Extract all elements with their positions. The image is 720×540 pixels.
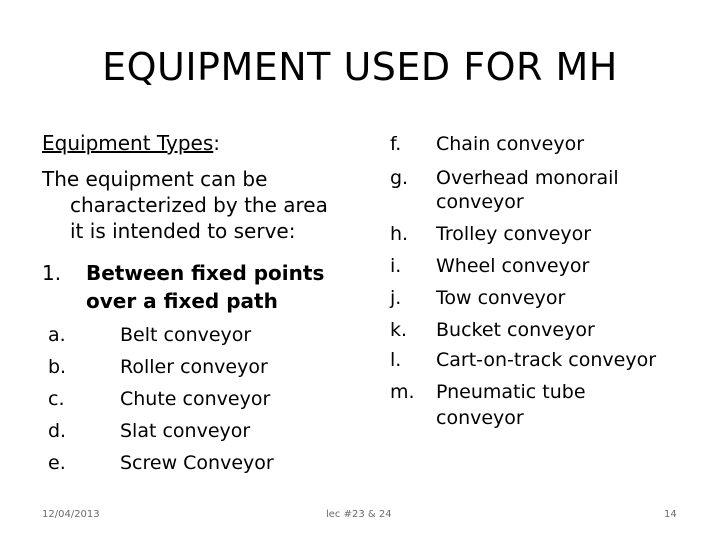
list-item-text: Pneumatic tube bbox=[436, 381, 586, 403]
intro-line-3: it is intended to serve: bbox=[70, 219, 296, 243]
heading-line bbox=[42, 130, 220, 156]
list-item-text: Chain conveyor bbox=[436, 133, 585, 155]
list-item-text: Cart-on-track conveyor bbox=[436, 349, 657, 371]
list-letter: h. bbox=[390, 223, 409, 245]
item-1-line-2: over a fixed path bbox=[86, 289, 278, 313]
subitem-text: Slat conveyor bbox=[120, 420, 251, 442]
subitem-letter: c. bbox=[48, 388, 65, 410]
equipment-types-heading: Equipment Types bbox=[42, 131, 214, 155]
subitem-text: Roller conveyor bbox=[120, 356, 268, 378]
footer-lecture: lec #23 & 24 bbox=[326, 509, 392, 520]
subitem-text: Screw Conveyor bbox=[120, 452, 274, 474]
list-item-text: Bucket conveyor bbox=[436, 319, 595, 341]
list-item-text: Overhead monorail bbox=[436, 167, 619, 189]
slide-title: EQUIPMENT USED FOR MH bbox=[102, 45, 618, 89]
subitem-text: Chute conveyor bbox=[120, 388, 271, 410]
subitem-text: Belt conveyor bbox=[120, 324, 252, 346]
list-item-text: Trolley conveyor bbox=[436, 223, 592, 245]
list-letter: m. bbox=[390, 381, 415, 403]
list-letter: k. bbox=[390, 319, 408, 341]
subitem-letter: d. bbox=[48, 420, 67, 442]
item-1-number: 1. bbox=[42, 261, 62, 285]
list-letter: i. bbox=[390, 255, 402, 277]
subitem-letter: e. bbox=[48, 452, 66, 474]
list-letter: j. bbox=[390, 287, 402, 309]
list-item-text-continued: conveyor bbox=[436, 191, 524, 213]
list-letter: f. bbox=[390, 133, 402, 155]
list-item-text: Tow conveyor bbox=[436, 287, 566, 309]
footer-date: 12/04/2013 bbox=[42, 509, 100, 520]
page-number: 14 bbox=[664, 509, 677, 520]
list-letter: g. bbox=[390, 167, 409, 189]
list-letter: l. bbox=[390, 349, 402, 371]
subitem-letter: b. bbox=[48, 356, 67, 378]
subitem-letter: a. bbox=[48, 324, 66, 346]
heading-colon: : bbox=[213, 131, 221, 155]
list-item-text-continued: conveyor bbox=[436, 407, 524, 429]
intro-line-2: characterized by the area bbox=[70, 193, 328, 217]
list-item-text: Wheel conveyor bbox=[436, 255, 590, 277]
item-1-line-1: Between fixed points bbox=[86, 261, 325, 285]
intro-line-1: The equipment can be bbox=[42, 167, 268, 191]
